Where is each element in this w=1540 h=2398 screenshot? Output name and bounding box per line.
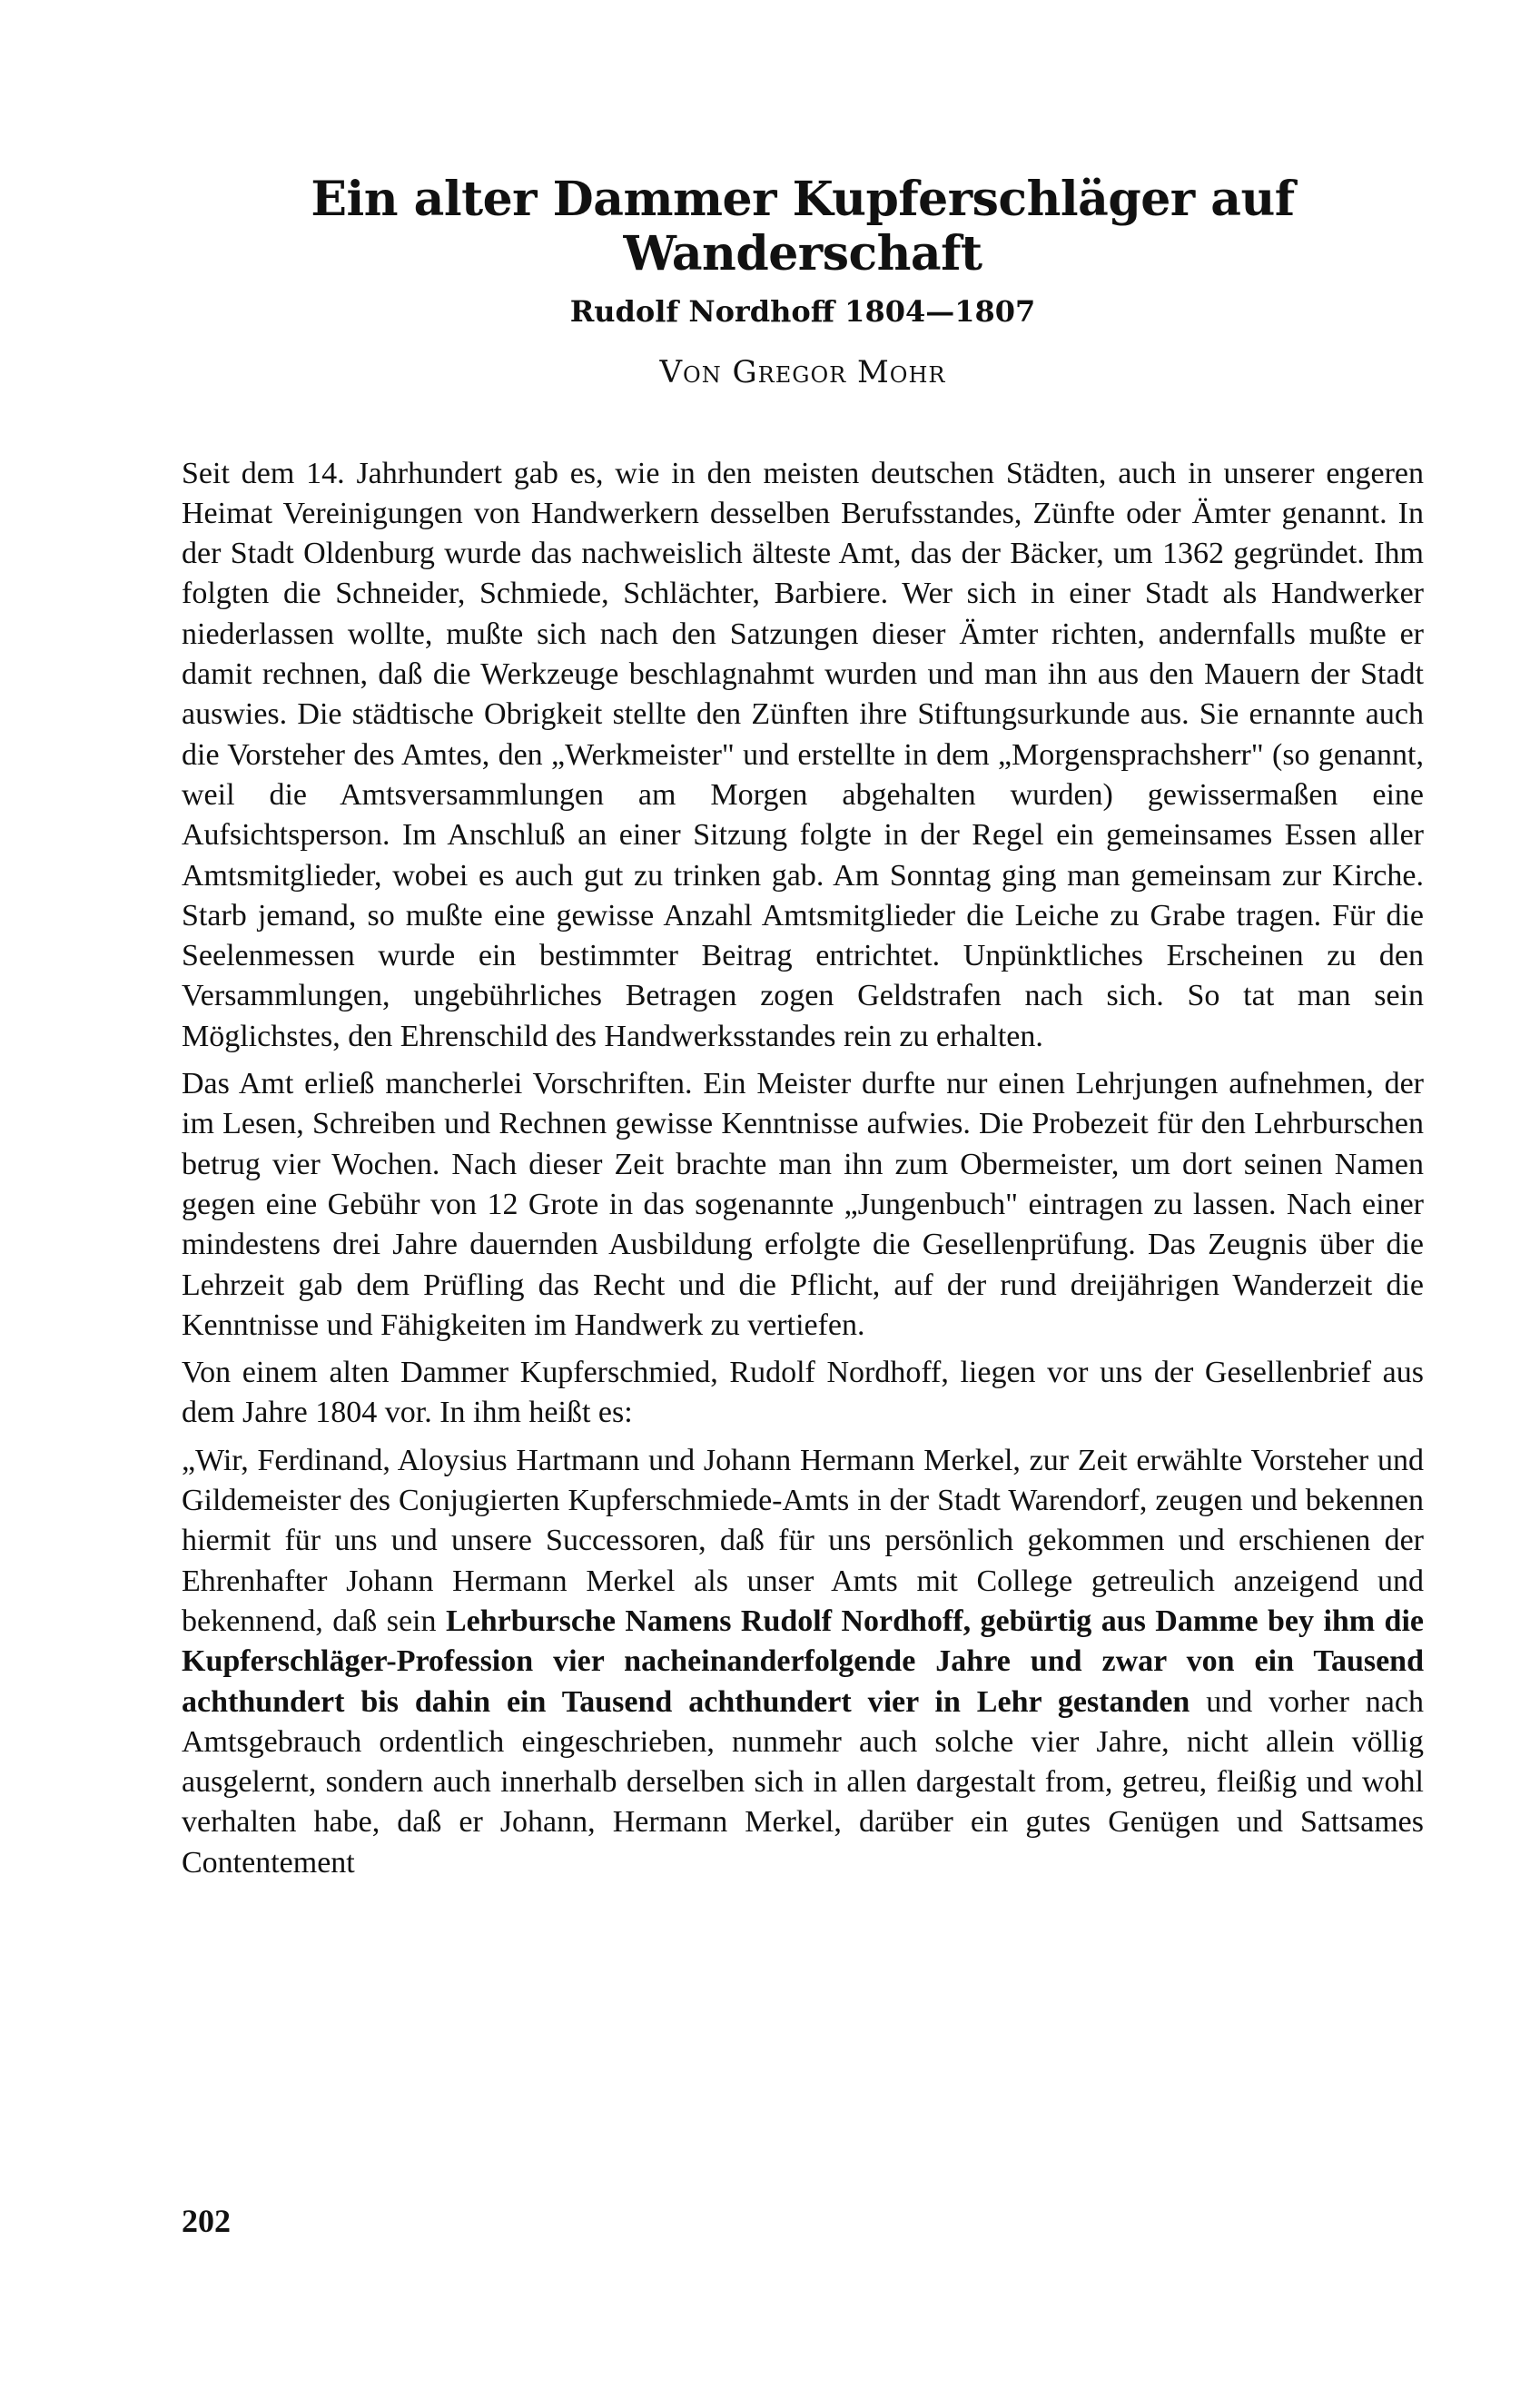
page-number: 202	[182, 2203, 231, 2239]
paragraph-1: Seit dem 14. Jahrhundert gab es, wie in den meisten deutschen Städten, auch in unserer engeren Heimat Vereinigungen von Handwerkern desselben Berufsstandes, Zünfte oder Ämter genannt. In der Stadt Oldenburg wurde das nachweislich älteste Amt, das der Bäcker, um 1362 gegründet. Ihm folgten die Schneider, Schmiede, Schlächter, Barbiere. Wer sich in einer Stadt als Handwerker niederlassen wollte, mußte sich nach den Satzungen dieser Ämter richten, andernfalls mußte er damit rechnen, daß die Werkzeuge beschlagnahmt wurden und man ihn aus den Mauern der Stadt auswies. Die städtische Obrigkeit stellte den Zünften ihre Stiftungsurkunde aus. Sie ernannte auch die Vorsteher des Amtes, den „Werkmeister" und erstellte in dem „Morgensprachsherr" (so genannt, weil die Amtsversammlungen am Morgen abgehalten wurden) gewissermaßen eine Aufsichtsperson. Im Anschluß an einer Sitzung folgte in der Regel ein gemeinsames Essen aller Amtsmitglieder, wobei es auch gut zu trinken gab. Am Sonntag ging man gemeinsam zur Kirche. Starb jemand, so mußte eine gewisse Anzahl Amtsmitglieder die Leiche zu Grabe tragen. Für die Seelenmessen wurde ein bestimmter Beitrag entrichtet. Unpünktliches Erscheinen zu den Versammlungen, ungebührliches Betragen zogen Geldstrafen nach sich. So tat man sein Möglichstes, den Ehrenschild des Handwerksstandes rein zu erhalten.	[182, 456, 1424, 1053]
quote-part-2: und vorher nach Amtsgebrauch ordentlich eingeschrieben, nunmehr auch solche vier Jahre, nicht allein völlig ausgelernt, sondern auch innerhalb derselben sich in allen dargestalt from, getreu, fleißig und wohl verhalten habe, daß er Johann, Hermann Merkel, darüber ein gutes Genügen und Sattsames Contentement	[182, 1684, 1424, 1880]
article-author: Von Gregor Mohr	[659, 353, 946, 390]
quote-bold: Lehrbursche Namens Rudolf Nordhoff, gebürtig aus Damme bey ihm die Kupferschläger-Profession vier nacheinanderfolgende Jahre und zwar von ein Tausend achthundert bis dahin ein Tausend achthundert vier in Lehr gestanden	[182, 1604, 1424, 1719]
article-title: Ein alter Dammer Kupferschläger auf Wanderschaft	[311, 172, 1295, 281]
paragraph-2: Das Amt erließ mancherlei Vorschriften. Ein Meister durfte nur einen Lehrjungen aufnehmen, der im Lesen, Schreiben und Rechnen gewisse Kenntnisse aufwies. Die Probezeit für den Lehrburschen betrug vier Wochen. Nach dieser Zeit brachte man ihn zum Obermeister, um dort seinen Namen gegen eine Gebühr von 12 Grote in das sogenannte „Jungenbuch" eintragen zu lassen. Nach einer mindestens drei Jahre dauernden Ausbildung erfolgte die Gesellenprüfung. Das Zeugnis über die Lehrzeit gab dem Prüfling das Recht und die Pflicht, auf der rund dreijährigen Wanderzeit die Kenntnisse und Fähigkeiten im Handwerk zu vertiefen.	[182, 1067, 1424, 1342]
article-body	[182, 454, 1424, 1883]
paragraph-3: Von einem alten Dammer Kupferschmied, Rudolf Nordhoff, liegen vor uns der Gesellenbrief aus dem Jahre 1804 vor. In ihm heißt es:	[182, 1356, 1424, 1430]
quoted-certificate	[182, 1441, 1424, 1883]
article-subtitle: Rudolf Nordhoff 1804—1807	[569, 293, 1036, 329]
document-page	[182, 173, 1424, 1890]
quote-part-1: „Wir, Ferdinand, Aloysius Hartmann und Johann Hermann Merkel, zur Zeit erwählte Vorsteher und Gildemeister des Conjugierten Kupferschmiede-Amts in der Stadt Warendorf, zeugen und bekennen hiermit für uns und unsere Successoren, daß für uns persönlich gekommen und erschienen der Ehrenhafter Johann Hermann Merkel als unser Amts mit College getreulich anzeigend und bekennend, daß sein	[182, 1443, 1424, 1638]
